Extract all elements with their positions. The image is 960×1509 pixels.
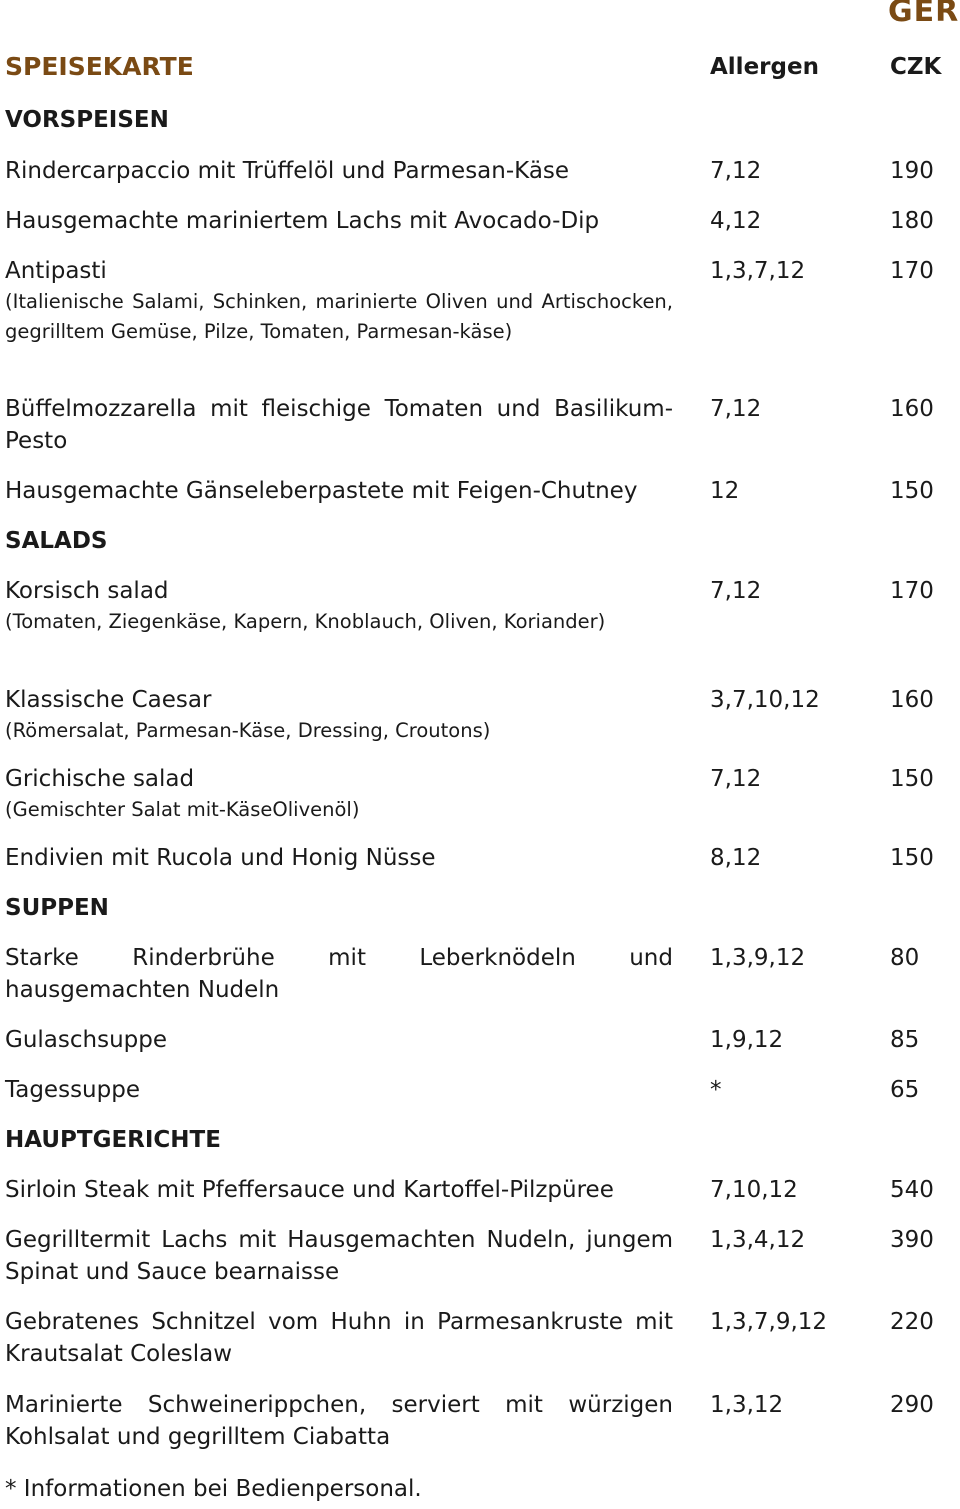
section-suppen: SUPPEN — [5, 895, 109, 921]
item-name: Gulaschsuppe — [5, 1027, 167, 1053]
item-price: 150 — [890, 766, 934, 792]
allergen-column-header: Allergen — [710, 54, 819, 80]
item-name: Antipasti — [5, 258, 107, 284]
item-price: 160 — [890, 396, 934, 422]
item-allergen: 7,12 — [710, 396, 762, 422]
item-price: 65 — [890, 1077, 920, 1103]
language-label: GER — [888, 0, 960, 29]
footnote: * Informationen bei Bedienpersonal. — [5, 1476, 422, 1502]
item-price: 170 — [890, 578, 934, 604]
price-column-header: CZK — [890, 54, 942, 80]
item-price: 160 — [890, 687, 934, 713]
item-price: 290 — [890, 1392, 934, 1418]
item-name: Grichische salad — [5, 766, 195, 792]
item-name: Hausgemachte mariniertem Lachs mit Avocado-Dip — [5, 208, 600, 234]
item-description: (Italienische Salami, Schinken, marinierte Oliven und Artischocken, gegrilltem Gemüse, Pilze, Tomaten, Parmesan-käse) — [5, 290, 673, 343]
section-salads: SALADS — [5, 528, 108, 554]
item-name: Starke Rinderbrühe mit Leberknödeln und hausgemachten Nudeln — [5, 945, 673, 1003]
item-price: 150 — [890, 478, 934, 504]
item-price: 170 — [890, 258, 934, 284]
menu-header — [0, 52, 960, 86]
item-price: 85 — [890, 1027, 920, 1053]
section-hauptgerichte: HAUPTGERICHTE — [5, 1127, 221, 1153]
item-name: Büffelmozzarella mit fleischige Tomaten und Basilikum-Pesto — [5, 396, 673, 454]
item-price: 220 — [890, 1309, 934, 1335]
item-name-block — [5, 763, 673, 825]
item-price: 180 — [890, 208, 934, 234]
section-vorspeisen: VORSPEISEN — [5, 107, 169, 133]
item-allergen: 1,3,7,12 — [710, 258, 806, 284]
item-name: Rindercarpaccio mit Trüffelöl und Parmesan-Käse — [5, 158, 570, 184]
item-name: Hausgemachte Gänseleberpastete mit Feigen-Chutney — [5, 478, 638, 504]
item-name-block — [5, 255, 673, 347]
item-name: Klassische Caesar — [5, 687, 212, 713]
item-price: 540 — [890, 1177, 934, 1203]
item-price: 150 — [890, 845, 934, 871]
item-name-block — [5, 575, 673, 637]
item-allergen: 8,12 — [710, 845, 762, 871]
item-name: Endivien mit Rucola und Honig Nüsse — [5, 845, 436, 871]
item-allergen: 1,3,9,12 — [710, 945, 806, 971]
item-name: Gebratenes Schnitzel vom Huhn in Parmesankruste mit Krautsalat Coleslaw — [5, 1309, 673, 1367]
item-allergen: 4,12 — [710, 208, 762, 234]
item-allergen: 1,3,4,12 — [710, 1227, 806, 1253]
item-price: 190 — [890, 158, 934, 184]
item-price: 390 — [890, 1227, 934, 1253]
item-allergen: 7,12 — [710, 766, 762, 792]
item-allergen: 12 — [710, 478, 740, 504]
item-name: Tagessuppe — [5, 1077, 140, 1103]
item-allergen: 3,7,10,12 — [710, 687, 820, 713]
item-description: (Tomaten, Ziegenkäse, Kapern, Knoblauch, Oliven, Koriander) — [5, 610, 606, 633]
item-name: Korsisch salad — [5, 578, 169, 604]
item-allergen: 1,3,12 — [710, 1392, 784, 1418]
item-allergen: 7,12 — [710, 158, 762, 184]
item-allergen: 1,3,7,9,12 — [710, 1309, 828, 1335]
item-allergen: 7,10,12 — [710, 1177, 798, 1203]
item-allergen: 1,9,12 — [710, 1027, 784, 1053]
item-description: (Gemischter Salat mit-KäseOlivenöl) — [5, 798, 360, 821]
item-price: 80 — [890, 945, 920, 971]
item-allergen: 7,12 — [710, 578, 762, 604]
item-name-block — [5, 684, 673, 746]
item-description: (Römersalat, Parmesan-Käse, Dressing, Croutons) — [5, 719, 491, 742]
menu-title: SPEISEKARTE — [5, 52, 194, 81]
item-name: Gegrilltermit Lachs mit Hausgemachten Nudeln, jungem Spinat und Sauce bearnaisse — [5, 1227, 673, 1285]
item-name: Sirloin Steak mit Pfeffersauce und Kartoffel-Pilzpüree — [5, 1177, 614, 1203]
item-allergen: * — [710, 1077, 722, 1103]
item-name: Marinierte Schweinerippchen, serviert mit würzigen Kohlsalat und gegrilltem Ciabatta — [5, 1392, 673, 1450]
